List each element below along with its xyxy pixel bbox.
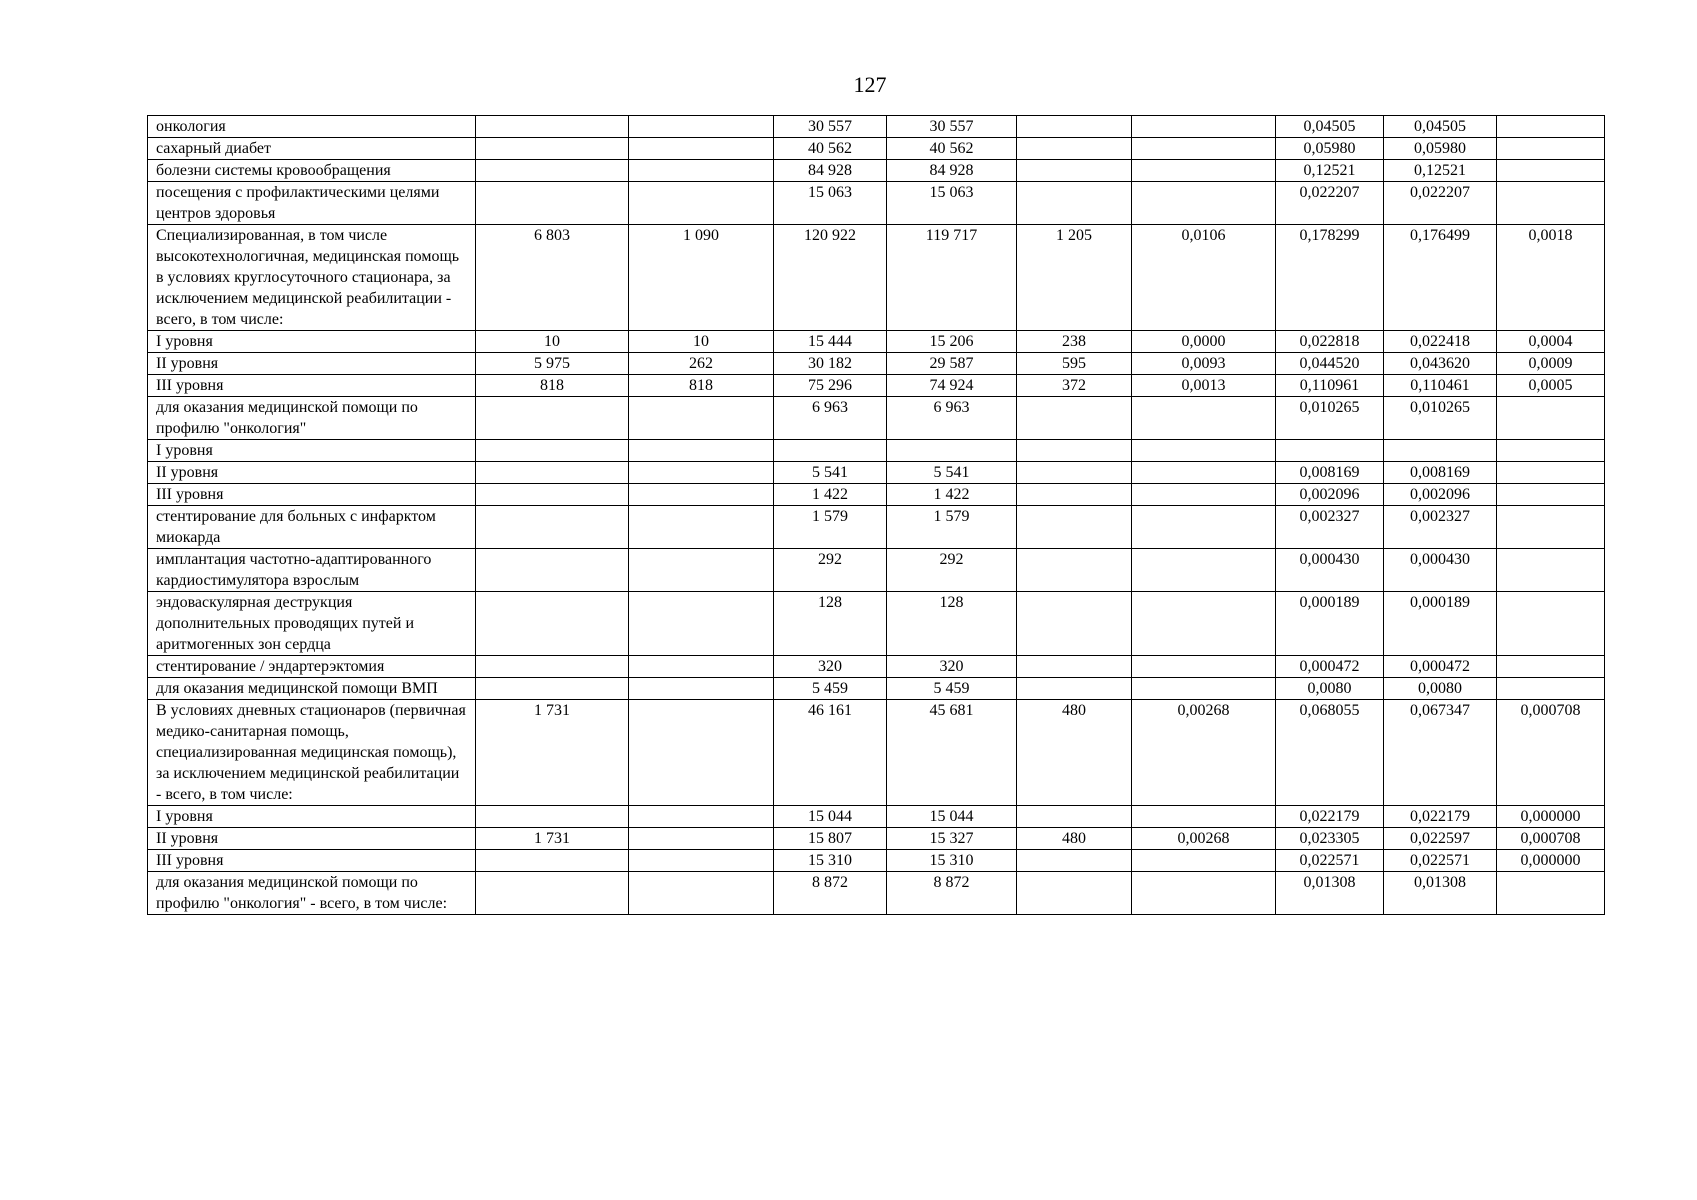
value-cell: 75 296 — [774, 375, 887, 397]
value-cell — [629, 462, 774, 484]
row-label-cell: болезни системы кровообращения — [148, 160, 476, 182]
table-row — [148, 592, 1605, 656]
value-cell: 30 557 — [774, 116, 887, 138]
value-cell: 0,000189 — [1276, 592, 1384, 656]
value-cell — [629, 116, 774, 138]
value-cell: 128 — [887, 592, 1017, 656]
value-cell — [476, 806, 629, 828]
value-cell — [1132, 656, 1276, 678]
value-cell: 0,00268 — [1132, 828, 1276, 850]
row-label-cell: III уровня — [148, 375, 476, 397]
value-cell — [629, 397, 774, 440]
value-cell — [629, 160, 774, 182]
value-cell: 0,022571 — [1384, 850, 1497, 872]
row-label-cell: стентирование для больных с инфарктом миокарда — [148, 506, 476, 549]
value-cell: 1 731 — [476, 828, 629, 850]
value-cell — [1017, 484, 1132, 506]
table-row — [148, 700, 1605, 806]
value-cell — [1017, 678, 1132, 700]
value-cell — [1132, 806, 1276, 828]
table-row — [148, 353, 1605, 375]
row-label-cell: I уровня — [148, 331, 476, 353]
value-cell: 0,044520 — [1276, 353, 1384, 375]
value-cell — [1017, 182, 1132, 225]
value-cell: 40 562 — [887, 138, 1017, 160]
value-cell — [1132, 182, 1276, 225]
value-cell — [476, 440, 629, 462]
value-cell: 74 924 — [887, 375, 1017, 397]
value-cell: 0,022179 — [1276, 806, 1384, 828]
value-cell: 30 182 — [774, 353, 887, 375]
value-cell: 10 — [629, 331, 774, 353]
row-label-cell: II уровня — [148, 462, 476, 484]
value-cell: 0,000430 — [1276, 549, 1384, 592]
value-cell: 0,022179 — [1384, 806, 1497, 828]
value-cell: 15 327 — [887, 828, 1017, 850]
value-cell: 320 — [774, 656, 887, 678]
value-cell: 46 161 — [774, 700, 887, 806]
value-cell: 0,000708 — [1497, 828, 1605, 850]
value-cell: 0,022597 — [1384, 828, 1497, 850]
value-cell — [1132, 138, 1276, 160]
value-cell — [1497, 656, 1605, 678]
value-cell — [1497, 397, 1605, 440]
value-cell: 0,12521 — [1384, 160, 1497, 182]
value-cell: 0,0000 — [1132, 331, 1276, 353]
data-table — [147, 115, 1605, 915]
table-row — [148, 462, 1605, 484]
value-cell: 1 422 — [774, 484, 887, 506]
value-cell: 5 459 — [774, 678, 887, 700]
value-cell: 238 — [1017, 331, 1132, 353]
value-cell: 0,0080 — [1276, 678, 1384, 700]
table-row — [148, 160, 1605, 182]
row-label-cell: для оказания медицинской помощи по профилю "онкология" - всего, в том числе: — [148, 872, 476, 915]
row-label-cell: посещения с профилактическими целями центров здоровья — [148, 182, 476, 225]
value-cell: 0,00268 — [1132, 700, 1276, 806]
value-cell: 0,022571 — [1276, 850, 1384, 872]
value-cell: 0,022818 — [1276, 331, 1384, 353]
row-label-cell: имплантация частотно-адаптированного кардиостимулятора взрослым — [148, 549, 476, 592]
value-cell: 30 557 — [887, 116, 1017, 138]
value-cell — [1017, 850, 1132, 872]
value-cell — [1132, 872, 1276, 915]
value-cell — [1497, 138, 1605, 160]
value-cell — [1017, 462, 1132, 484]
value-cell — [1497, 440, 1605, 462]
value-cell — [629, 872, 774, 915]
value-cell: 5 459 — [887, 678, 1017, 700]
value-cell — [1132, 592, 1276, 656]
value-cell: 1 090 — [629, 225, 774, 331]
value-cell — [1384, 440, 1497, 462]
value-cell — [1497, 549, 1605, 592]
value-cell — [1017, 656, 1132, 678]
value-cell — [629, 506, 774, 549]
value-cell: 40 562 — [774, 138, 887, 160]
value-cell: 0,068055 — [1276, 700, 1384, 806]
value-cell: 0,110961 — [1276, 375, 1384, 397]
table-row — [148, 806, 1605, 828]
value-cell: 0,0106 — [1132, 225, 1276, 331]
value-cell — [1132, 506, 1276, 549]
value-cell: 0,002327 — [1276, 506, 1384, 549]
value-cell — [1132, 549, 1276, 592]
value-cell — [1132, 160, 1276, 182]
value-cell: 480 — [1017, 828, 1132, 850]
value-cell — [1132, 484, 1276, 506]
value-cell: 0,023305 — [1276, 828, 1384, 850]
value-cell: 84 928 — [774, 160, 887, 182]
table-row — [148, 549, 1605, 592]
table-row — [148, 182, 1605, 225]
row-label-cell: сахарный диабет — [148, 138, 476, 160]
value-cell — [1497, 678, 1605, 700]
table-row — [148, 484, 1605, 506]
value-cell: 0,0080 — [1384, 678, 1497, 700]
value-cell — [1276, 440, 1384, 462]
value-cell: 0,176499 — [1384, 225, 1497, 331]
table-row — [148, 331, 1605, 353]
value-cell — [1017, 592, 1132, 656]
row-label-cell: I уровня — [148, 806, 476, 828]
value-cell: 0,01308 — [1384, 872, 1497, 915]
value-cell: 818 — [476, 375, 629, 397]
value-cell: 0,002327 — [1384, 506, 1497, 549]
row-label-cell: III уровня — [148, 850, 476, 872]
value-cell: 15 044 — [774, 806, 887, 828]
value-cell — [629, 656, 774, 678]
value-cell: 0,002096 — [1384, 484, 1497, 506]
value-cell: 5 541 — [887, 462, 1017, 484]
value-cell: 84 928 — [887, 160, 1017, 182]
value-cell: 5 975 — [476, 353, 629, 375]
value-cell — [476, 656, 629, 678]
value-cell: 0,010265 — [1276, 397, 1384, 440]
row-label-cell: эндоваскулярная деструкция дополнительных проводящих путей и аритмогенных зон сердца — [148, 592, 476, 656]
value-cell: 0,022207 — [1384, 182, 1497, 225]
table-row — [148, 678, 1605, 700]
value-cell — [1017, 138, 1132, 160]
value-cell: 0,0004 — [1497, 331, 1605, 353]
value-cell — [1497, 592, 1605, 656]
value-cell — [1017, 872, 1132, 915]
value-cell — [887, 440, 1017, 462]
value-cell — [629, 850, 774, 872]
row-label-cell: для оказания медицинской помощи по профилю "онкология" — [148, 397, 476, 440]
value-cell — [476, 462, 629, 484]
value-cell: 0,178299 — [1276, 225, 1384, 331]
value-cell — [1017, 506, 1132, 549]
value-cell: 1 579 — [774, 506, 887, 549]
value-cell: 0,043620 — [1384, 353, 1497, 375]
value-cell: 320 — [887, 656, 1017, 678]
table-row — [148, 375, 1605, 397]
table-row — [148, 138, 1605, 160]
value-cell — [1497, 484, 1605, 506]
value-cell: 372 — [1017, 375, 1132, 397]
value-cell: 0,000000 — [1497, 806, 1605, 828]
row-label-cell: стентирование / эндартерэктомия — [148, 656, 476, 678]
value-cell — [629, 592, 774, 656]
value-cell — [476, 160, 629, 182]
table-row — [148, 225, 1605, 331]
value-cell: 120 922 — [774, 225, 887, 331]
value-cell: 0,01308 — [1276, 872, 1384, 915]
table-row — [148, 440, 1605, 462]
value-cell: 15 044 — [887, 806, 1017, 828]
value-cell: 128 — [774, 592, 887, 656]
value-cell: 0,0093 — [1132, 353, 1276, 375]
table-body — [148, 116, 1605, 915]
value-cell: 1 422 — [887, 484, 1017, 506]
value-cell: 0,002096 — [1276, 484, 1384, 506]
table-row — [148, 850, 1605, 872]
value-cell — [476, 397, 629, 440]
value-cell — [629, 484, 774, 506]
value-cell: 0,04505 — [1384, 116, 1497, 138]
value-cell: 15 310 — [887, 850, 1017, 872]
value-cell: 5 541 — [774, 462, 887, 484]
value-cell: 0,0005 — [1497, 375, 1605, 397]
value-cell: 818 — [629, 375, 774, 397]
value-cell — [629, 700, 774, 806]
value-cell: 6 963 — [887, 397, 1017, 440]
table-row — [148, 506, 1605, 549]
value-cell — [629, 440, 774, 462]
value-cell — [1497, 116, 1605, 138]
value-cell: 0,0018 — [1497, 225, 1605, 331]
value-cell: 45 681 — [887, 700, 1017, 806]
value-cell: 15 063 — [887, 182, 1017, 225]
value-cell — [476, 138, 629, 160]
table-row — [148, 656, 1605, 678]
row-label-cell: В условиях дневных стационаров (первичная медико-санитарная помощь, специализированная медицинская помощь), за исключением медицинской реабилитации - всего, в том числе: — [148, 700, 476, 806]
value-cell — [774, 440, 887, 462]
value-cell: 6 963 — [774, 397, 887, 440]
value-cell: 0,110461 — [1384, 375, 1497, 397]
value-cell: 6 803 — [476, 225, 629, 331]
value-cell — [1132, 850, 1276, 872]
value-cell: 0,12521 — [1276, 160, 1384, 182]
value-cell: 1 731 — [476, 700, 629, 806]
value-cell: 0,0013 — [1132, 375, 1276, 397]
value-cell: 15 444 — [774, 331, 887, 353]
value-cell: 0,05980 — [1384, 138, 1497, 160]
value-cell: 292 — [774, 549, 887, 592]
value-cell: 0,022207 — [1276, 182, 1384, 225]
value-cell — [629, 806, 774, 828]
value-cell: 0,008169 — [1276, 462, 1384, 484]
value-cell: 0,000472 — [1384, 656, 1497, 678]
value-cell: 262 — [629, 353, 774, 375]
table-row — [148, 397, 1605, 440]
value-cell — [476, 484, 629, 506]
value-cell: 15 206 — [887, 331, 1017, 353]
value-cell — [1497, 182, 1605, 225]
value-cell: 0,05980 — [1276, 138, 1384, 160]
row-label-cell: Специализированная, в том числе высокотехнологичная, медицинская помощь в условиях круглосуточного стационара, за исключением медицинской реабилитации - всего, в том числе: — [148, 225, 476, 331]
value-cell — [1017, 549, 1132, 592]
value-cell — [1017, 160, 1132, 182]
value-cell: 1 205 — [1017, 225, 1132, 331]
value-cell — [1132, 116, 1276, 138]
value-cell — [629, 182, 774, 225]
value-cell: 0,000000 — [1497, 850, 1605, 872]
value-cell — [1017, 397, 1132, 440]
table-row — [148, 872, 1605, 915]
value-cell: 292 — [887, 549, 1017, 592]
value-cell: 0,022418 — [1384, 331, 1497, 353]
value-cell — [1017, 440, 1132, 462]
value-cell: 595 — [1017, 353, 1132, 375]
value-cell — [629, 828, 774, 850]
value-cell: 0,010265 — [1384, 397, 1497, 440]
row-label-cell: III уровня — [148, 484, 476, 506]
row-label-cell: I уровня — [148, 440, 476, 462]
value-cell: 0,000189 — [1384, 592, 1497, 656]
value-cell — [476, 549, 629, 592]
value-cell — [1497, 160, 1605, 182]
row-label-cell: II уровня — [148, 353, 476, 375]
value-cell: 10 — [476, 331, 629, 353]
value-cell: 8 872 — [887, 872, 1017, 915]
value-cell: 480 — [1017, 700, 1132, 806]
value-cell — [1497, 872, 1605, 915]
value-cell — [1132, 397, 1276, 440]
value-cell: 0,067347 — [1384, 700, 1497, 806]
row-label-cell: II уровня — [148, 828, 476, 850]
value-cell: 0,04505 — [1276, 116, 1384, 138]
page-number: 127 — [853, 72, 887, 97]
value-cell: 8 872 — [774, 872, 887, 915]
value-cell — [629, 138, 774, 160]
value-cell: 15 063 — [774, 182, 887, 225]
value-cell — [1132, 462, 1276, 484]
value-cell — [629, 678, 774, 700]
table-row — [148, 828, 1605, 850]
value-cell — [476, 850, 629, 872]
value-cell — [476, 592, 629, 656]
value-cell — [1132, 440, 1276, 462]
value-cell — [476, 116, 629, 138]
value-cell — [1017, 116, 1132, 138]
value-cell: 29 587 — [887, 353, 1017, 375]
value-cell: 0,008169 — [1384, 462, 1497, 484]
value-cell: 0,0009 — [1497, 353, 1605, 375]
value-cell — [476, 506, 629, 549]
value-cell — [476, 872, 629, 915]
value-cell: 0,000708 — [1497, 700, 1605, 806]
value-cell — [476, 678, 629, 700]
value-cell — [1497, 462, 1605, 484]
row-label-cell: онкология — [148, 116, 476, 138]
value-cell: 1 579 — [887, 506, 1017, 549]
value-cell: 15 807 — [774, 828, 887, 850]
value-cell — [476, 182, 629, 225]
table-row — [148, 116, 1605, 138]
row-label-cell: для оказания медицинской помощи ВМП — [148, 678, 476, 700]
value-cell — [629, 549, 774, 592]
value-cell — [1497, 506, 1605, 549]
value-cell — [1132, 678, 1276, 700]
value-cell: 0,000472 — [1276, 656, 1384, 678]
value-cell: 119 717 — [887, 225, 1017, 331]
value-cell: 15 310 — [774, 850, 887, 872]
value-cell — [1017, 806, 1132, 828]
value-cell: 0,000430 — [1384, 549, 1497, 592]
